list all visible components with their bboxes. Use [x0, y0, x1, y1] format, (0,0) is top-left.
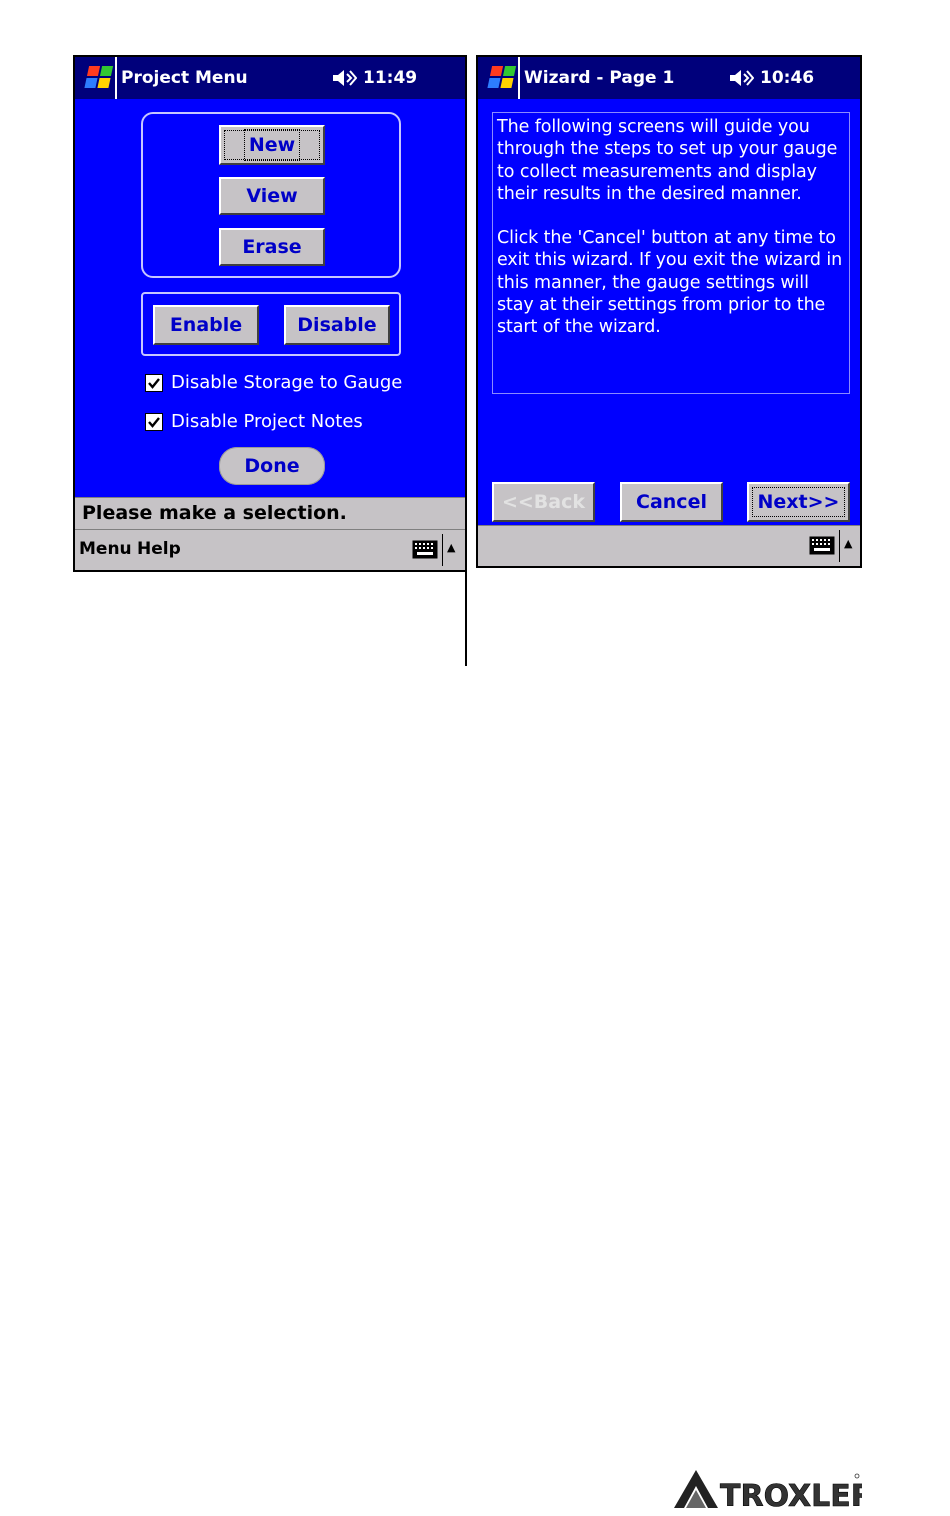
disable-storage-checkbox[interactable] — [145, 374, 163, 392]
disable-notes-checkbox[interactable] — [145, 413, 163, 431]
title-bar — [75, 57, 465, 99]
wizard-paragraph: Click the 'Cancel' button at any time to exit this wizard. If you exit the wizard in this manner, the gauge settings will stay at their settings from prior to the start of the wizard. — [497, 228, 843, 338]
menu-bar — [478, 525, 860, 566]
divider-line — [465, 572, 467, 666]
disable-notes-label: Disable Project Notes — [171, 411, 363, 432]
menu-menu[interactable]: Menu — [79, 539, 132, 559]
menu-bar — [75, 529, 465, 570]
logo-text: TROXLER — [720, 1479, 862, 1512]
new-button[interactable]: New — [219, 125, 325, 165]
cancel-button[interactable]: Cancel — [620, 482, 723, 522]
windows-start-icon[interactable] — [478, 57, 520, 99]
erase-button[interactable]: Erase — [219, 228, 325, 266]
windows-start-icon[interactable] — [75, 57, 117, 99]
sip-up-arrow-icon[interactable]: ▲ — [447, 541, 456, 554]
speaker-muted-icon[interactable] — [331, 68, 357, 93]
troxler-logo — [672, 1468, 862, 1512]
wizard-paragraph: The following screens will guide you through the steps to set up your gauge to collect measurements and display their results in the desired manner. — [497, 117, 838, 204]
sip-divider — [442, 534, 443, 566]
disable-storage-label: Disable Storage to Gauge — [171, 372, 403, 393]
menu-help[interactable]: Help — [137, 539, 181, 559]
clock[interactable]: 11:49 — [363, 68, 418, 88]
view-button[interactable]: View — [219, 177, 325, 215]
keyboard-icon[interactable] — [412, 540, 438, 564]
sip-divider — [839, 530, 840, 562]
disable-notes-checkbox-row[interactable] — [145, 411, 363, 432]
next-button[interactable]: Next>> — [747, 482, 850, 522]
clock[interactable]: 10:46 — [760, 68, 815, 88]
wizard-screen — [476, 55, 862, 568]
window-title: Project Menu — [121, 68, 248, 88]
enable-button[interactable]: Enable — [153, 305, 259, 345]
back-button[interactable]: <<Back — [492, 482, 595, 522]
disable-button[interactable]: Disable — [284, 305, 390, 345]
done-button[interactable]: Done — [219, 447, 325, 485]
project-menu-screen — [73, 55, 467, 572]
title-bar — [478, 57, 860, 99]
keyboard-icon[interactable] — [809, 536, 835, 560]
wizard-text-panel — [492, 112, 850, 394]
status-bar: Please make a selection. — [75, 497, 465, 529]
speaker-muted-icon[interactable] — [728, 68, 754, 93]
window-title: Wizard - Page 1 — [524, 68, 675, 88]
disable-storage-checkbox-row[interactable] — [145, 372, 402, 393]
sip-up-arrow-icon[interactable]: ▲ — [844, 537, 853, 550]
